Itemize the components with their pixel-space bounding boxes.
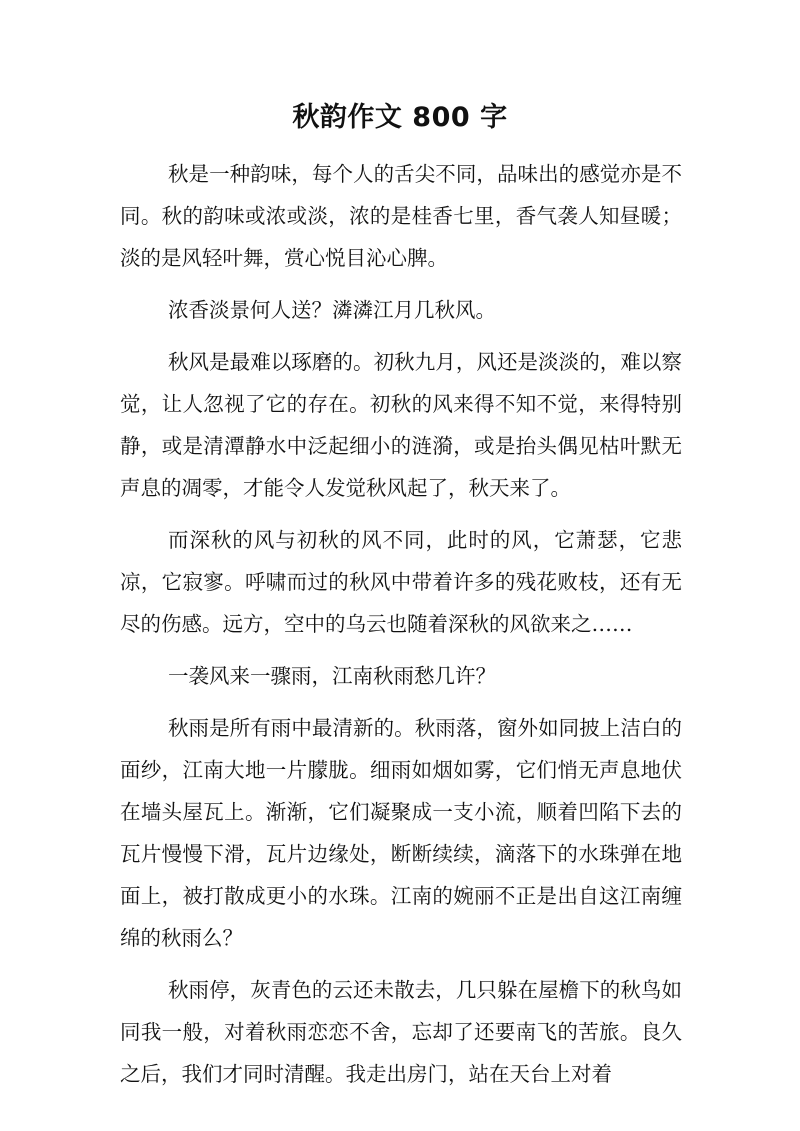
paragraph: 一袭风来一骤雨，江南秋雨愁几许？	[168, 664, 496, 688]
paragraph: 秋雨是所有雨中最清新的。秋雨落，窗外如同披上洁白的面纱，江南大地一片朦胧。细雨如烟如雾，它们悄无声息地伏在墙头屋瓦上。渐渐，它们凝聚成一支小流，顺着凹陷下去的瓦片慢慢下滑，瓦片边缘处，断断续续，滴落下的水珠弹在地面上，被打散成更小的水珠。江南的婉丽不正是出自这江南缠绵的秋雨么？	[120, 716, 682, 950]
paragraph: 秋风是最难以琢磨的。初秋九月，风还是淡淡的，难以察觉，让人忽视了它的存在。初秋的风来得不知不觉，来得特别静，或是清潭静水中泛起细小的涟漪，或是抬头偶见枯叶默无声息的凋零，才能令人发觉秋风起了，秋天来了。	[120, 350, 682, 500]
paragraph: 秋是一种韵味，每个人的舌尖不同，品味出的感觉亦是不同。秋的韵味或浓或淡，浓的是桂香七里，香气袭人知昼暖；淡的是风轻叶舞，赏心悦目沁心脾。	[120, 162, 682, 270]
document-body	[120, 153, 682, 1105]
paragraph: 秋雨停，灰青色的云还未散去，几只躲在屋檐下的秋鸟如同我一般，对着秋雨恋恋不舍，忘却了还要南飞的苦旅。良久之后，我们才同时清醒。我走出房门，站在天台上对着	[120, 978, 682, 1086]
document-title: 秋韵作文 800 字	[292, 102, 508, 133]
paragraph: 浓香淡景何人送？潾潾江月几秋风。	[168, 298, 496, 322]
paragraph: 而深秋的风与初秋的风不同，此时的风，它萧瑟，它悲凉，它寂寥。呼啸而过的秋风中带着许多的残花败枝，还有无尽的伤感。远方，空中的乌云也随着深秋的风欲来之……	[120, 528, 682, 636]
